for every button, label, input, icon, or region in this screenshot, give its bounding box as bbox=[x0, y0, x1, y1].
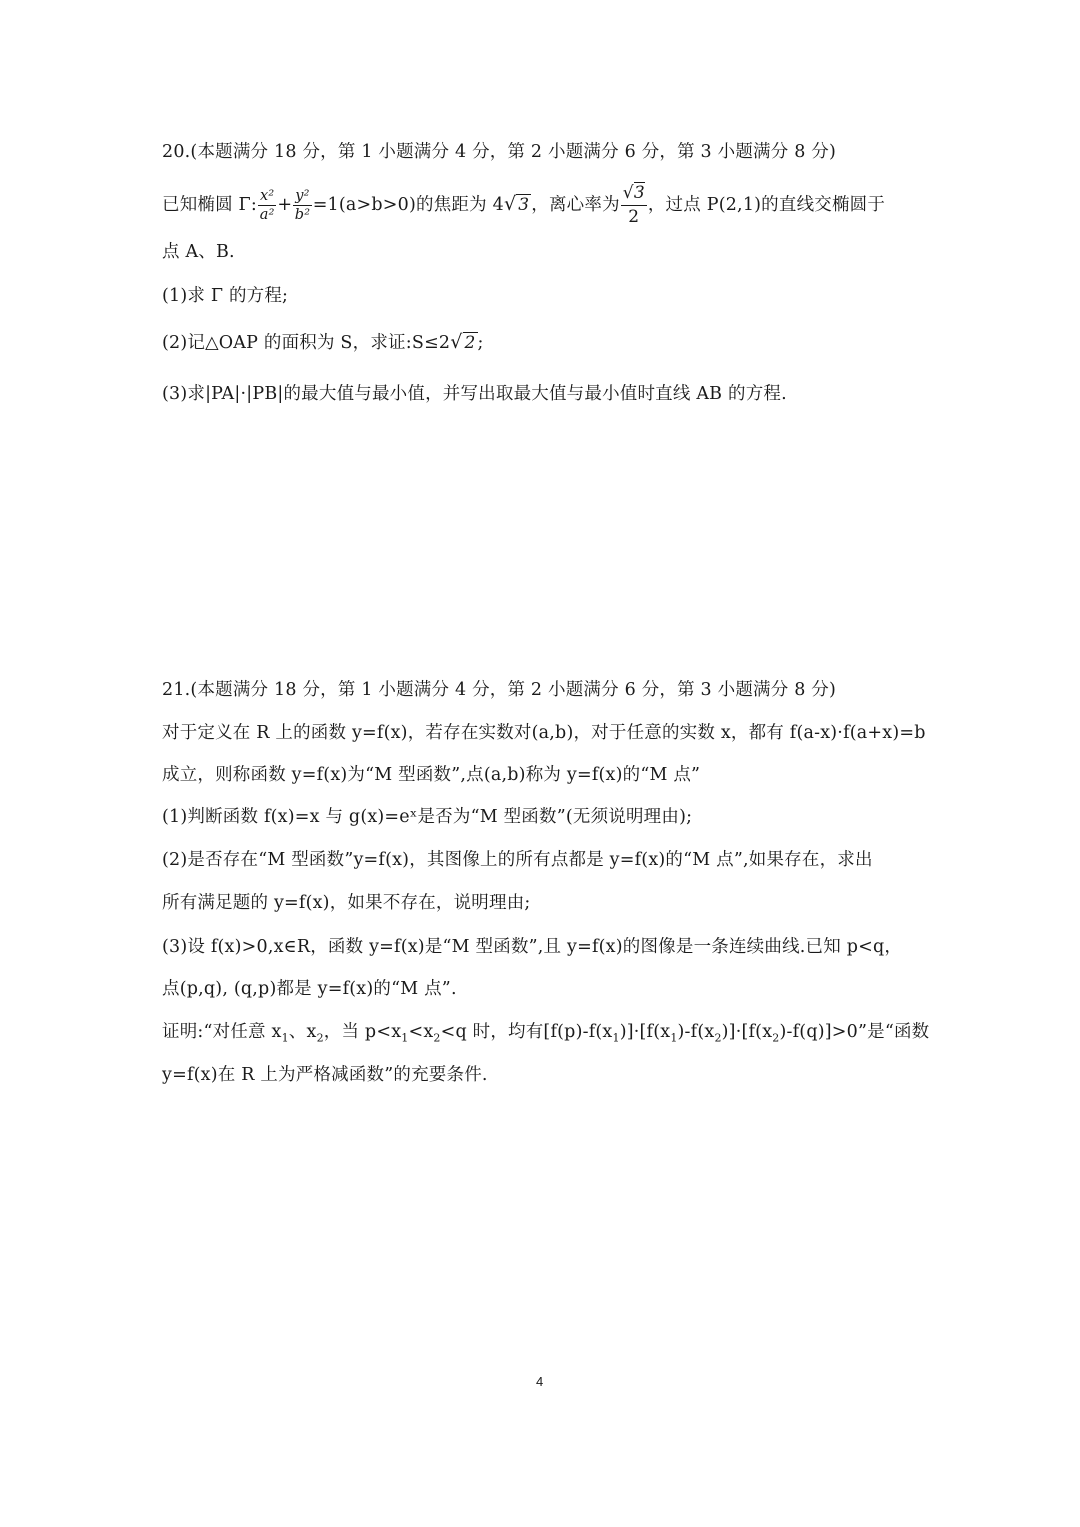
fraction-eccentricity bbox=[621, 183, 647, 228]
q20-part2 bbox=[162, 330, 484, 355]
subscript: 2 bbox=[433, 1031, 441, 1045]
frac-num-x2: x² bbox=[260, 188, 275, 204]
text-segment: <q 时，均有[f(p)-f(x bbox=[440, 1022, 613, 1042]
subscript: 1 bbox=[612, 1031, 620, 1045]
text-segment: ，当 p<x bbox=[323, 1022, 402, 1042]
plus-sign: + bbox=[277, 195, 293, 215]
radical-icon: √ bbox=[503, 193, 517, 215]
radical-icon: √ bbox=[622, 183, 634, 203]
q21-part3-line2: 点(p,q), (q,p)都是 y=f(x)的“M 点”. bbox=[162, 979, 457, 999]
q20-intro-c: ，离心率为 bbox=[531, 195, 620, 215]
text-segment: 、x bbox=[288, 1022, 317, 1042]
text-segment: )]·[f(x bbox=[721, 1022, 773, 1042]
text-segment: )]·[f(x bbox=[619, 1022, 671, 1042]
q20-intro bbox=[162, 183, 885, 228]
sqrt-3-value: 3 bbox=[518, 195, 530, 215]
q20-part1: (1)求 Γ 的方程; bbox=[162, 286, 289, 306]
q21-part1: (1)判断函数 f(x)=x 与 g(x)=eˣ是否为“M 型函数”(无须说明理由); bbox=[162, 807, 693, 827]
page-number: 4 bbox=[536, 1374, 544, 1389]
q20-intro-a: 已知椭圆 Γ: bbox=[162, 195, 258, 215]
subscript: 1 bbox=[670, 1031, 678, 1045]
radical-icon: √ bbox=[450, 331, 463, 353]
subscript: 1 bbox=[281, 1031, 289, 1045]
subscript: 2 bbox=[316, 1031, 324, 1045]
sqrt-3 bbox=[504, 184, 531, 225]
frac-den-b2: b² bbox=[294, 207, 311, 223]
frac-num-sqrt3 bbox=[621, 183, 647, 206]
frac-num-y2: y² bbox=[295, 188, 310, 204]
q21-header: 21.(本题满分 18 分，第 1 小题满分 4 分，第 2 小题满分 6 分，第 3 小题满分 8 分) bbox=[162, 680, 837, 700]
text-segment: 证明:“对任意 x bbox=[162, 1022, 282, 1042]
q21-intro-line1: 对于定义在 R 上的函数 y=f(x)，若存在实数对(a,b)，对于任意的实数 x，都有 f(a-x)·f(a+x)=b bbox=[162, 723, 926, 743]
frac-den-a2: a² bbox=[259, 207, 275, 223]
q20-intro-line2: 点 A、B. bbox=[162, 242, 235, 262]
q21-part3-line1: (3)设 f(x)>0,x∈R，函数 y=f(x)是“M 型函数”,且 y=f(x)的图像是一条连续曲线.已知 p<q， bbox=[162, 937, 903, 957]
q21-part3-line3 bbox=[162, 1020, 929, 1051]
fraction-x2-a2 bbox=[258, 188, 276, 223]
q20-part2-b: ; bbox=[477, 333, 484, 353]
frac-den-2: 2 bbox=[628, 207, 640, 227]
q21-intro-line2: 成立，则称函数 y=f(x)为“M 型函数”,点(a,b)称为 y=f(x)的“M 点” bbox=[162, 765, 701, 785]
text-segment: <x bbox=[408, 1022, 434, 1042]
sqrt-2-value: 2 bbox=[464, 333, 476, 353]
q21-part2-line2: 所有满足题的 y=f(x)，如果不存在，说明理由; bbox=[162, 893, 531, 913]
subscript: 2 bbox=[714, 1031, 722, 1045]
sqrt-2 bbox=[450, 330, 477, 355]
subscript: 2 bbox=[772, 1031, 780, 1045]
subscript: 1 bbox=[401, 1031, 409, 1045]
fraction-y2-b2 bbox=[293, 188, 311, 223]
q20-part3: (3)求|PA|·|PB|的最大值与最小值，并写出取最大值与最小值时直线 AB 的方程. bbox=[162, 384, 787, 404]
q21-part2-line1: (2)是否存在“M 型函数”y=f(x)，其图像上的所有点都是 y=f(x)的“M 点”,如果存在，求出 bbox=[162, 850, 873, 870]
text-segment: )-f(q)]>0”是“函数 bbox=[779, 1022, 930, 1042]
q20-part2-a: (2)记△OAP 的面积为 S，求证:S≤2 bbox=[162, 333, 451, 353]
q21-part3-line4: y=f(x)在 R 上为严格减函数”的充要条件. bbox=[162, 1065, 488, 1085]
ecc-num-value: 3 bbox=[633, 183, 645, 203]
text-segment: )-f(x bbox=[677, 1022, 715, 1042]
q20-intro-d: ，过点 P(2,1)的直线交椭圆于 bbox=[647, 195, 886, 215]
q20-header: 20.(本题满分 18 分，第 1 小题满分 4 分，第 2 小题满分 6 分，第 3 小题满分 8 分) bbox=[162, 142, 837, 162]
q20-intro-b: =1(a>b>0)的焦距为 4 bbox=[312, 195, 504, 215]
